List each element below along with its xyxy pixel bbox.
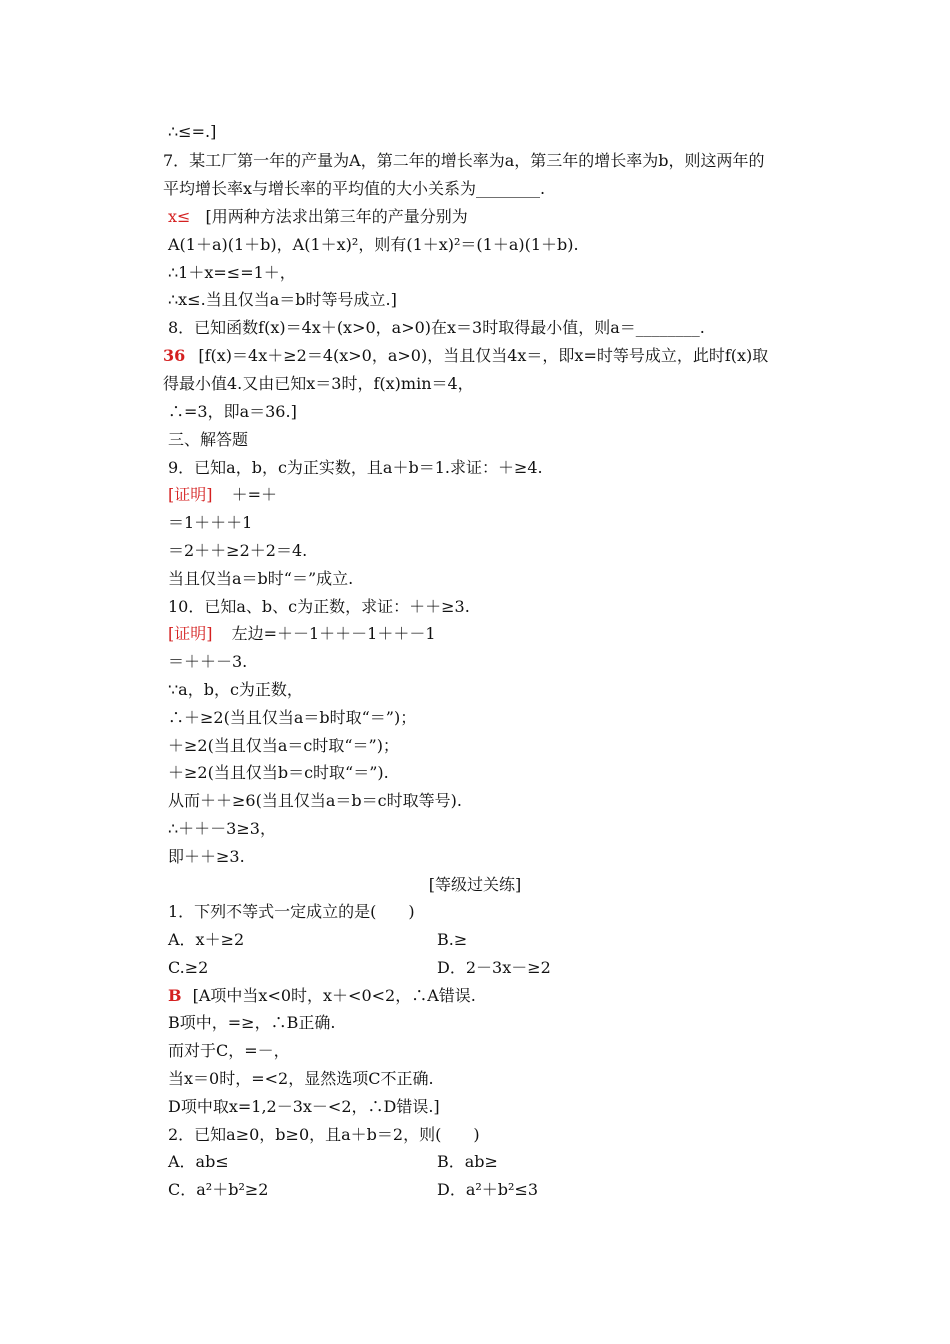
section-heading: [等级过关练] (428, 875, 522, 894)
proof-10 (168, 624, 808, 644)
question-10: 10．已知a、b、c为正数，求证：＋＋≥3. (168, 597, 470, 616)
answer-label: B (168, 986, 182, 1005)
text-line: ＝＋＋－3. (168, 652, 248, 671)
question-9: 9．已知a，b，c为正实数，且a＋b＝1.求证：＋≥4. (168, 458, 543, 477)
text-line: ∴＋≥2(当且仅当a＝b时取“＝”)； (168, 708, 417, 727)
text-line: 即＋＋≥3. (168, 847, 245, 866)
option-a: A．ab≤ (168, 1152, 229, 1171)
option-c: C．a²＋b²≥2 (168, 1180, 269, 1199)
question-7: 7．某工厂第一年的产量为A，第二年的增长率为a，第三年的增长率为b，则这两年的 (163, 151, 765, 170)
text-line: 得最小值4.又由已知x＝3时，f(x)min＝4， (163, 374, 474, 393)
text-line: 当x＝0时，=<2，显然选项C不正确. (168, 1069, 434, 1088)
text-line: ∴≤=.] (168, 122, 217, 141)
text-line: B项中，=≥，∴B正确. (168, 1013, 336, 1032)
text-line: ＋≥2(当且仅当a＝c时取“＝”)； (168, 736, 399, 755)
text-line: ∴x≤.当且仅当a＝b时等号成立.] (168, 290, 397, 309)
answer-8 (163, 346, 813, 366)
section-heading: 三、解答题 (168, 430, 249, 449)
proof-tag: [证明] (168, 624, 213, 643)
mc-question-2: 2．已知a≥0，b≥0，且a＋b＝2，则( ) (168, 1125, 480, 1144)
option-b: B．ab≥ (437, 1152, 498, 1171)
text-line: 而对于C，=－， (168, 1041, 290, 1060)
text-line: ∵a，b，c为正数， (168, 680, 303, 699)
proof-9 (168, 485, 808, 505)
text-line: 从而＋＋≥6(当且仅当a＝b＝c时取等号). (168, 791, 462, 810)
answer-label: 36 (163, 346, 186, 365)
answer-text: [f(x)＝4x＋≥2＝4(x>0，a>0)，当且仅当4x＝，即x=时等号成立，此时f(x)取 (198, 346, 769, 365)
text-line: ∴＋＋－3≥3， (168, 819, 276, 838)
text-line: ＝1＋＋＋1 (168, 513, 253, 532)
text-line: ∴1＋x=≤=1＋， (168, 263, 296, 282)
proof-text: ＋=＋ (231, 485, 278, 504)
option-d: D．a²＋b²≤3 (437, 1180, 539, 1199)
answer-text: [A项中当x<0时，x＋<0<2，∴A错误. (192, 986, 476, 1005)
option-d: D．2－3x－≥2 (437, 958, 551, 977)
proof-tag: [证明] (168, 485, 213, 504)
answer-7 (168, 207, 808, 227)
option-a: A．x＋≥2 (168, 930, 245, 949)
question-8: 8．已知函数f(x)＝4x＋(x>0，a>0)在x＝3时取得最小值，则a＝________. (168, 318, 705, 337)
option-c: C.≥2 (168, 958, 209, 977)
option-b: B.≥ (437, 930, 468, 949)
answer-mc-1 (168, 986, 808, 1006)
mc-question-1: 1．下列不等式一定成立的是( ) (168, 902, 415, 921)
answer-text: [用两种方法求出第三年的产量分别为 (205, 207, 468, 226)
text-line: D项中取x=1,2－3x－<2，∴D错误.] (168, 1097, 440, 1116)
text-line: ∴=3，即a＝36.] (168, 402, 297, 421)
text-line: ＝2＋＋≥2＋2＝4. (168, 541, 308, 560)
text-line: ＋≥2(当且仅当b＝c时取“＝”). (168, 763, 389, 782)
answer-label: x≤ (168, 207, 191, 226)
proof-text: 左边=＋－1＋＋－1＋＋－1 (231, 624, 436, 643)
text-line: 当且仅当a＝b时“＝”成立. (168, 569, 354, 588)
text-line: A(1＋a)(1＋b)，A(1＋x)²，则有(1＋x)²＝(1＋a)(1＋b). (168, 235, 579, 254)
text-line: 平均增长率x与增长率的平均值的大小关系为________. (163, 179, 546, 198)
